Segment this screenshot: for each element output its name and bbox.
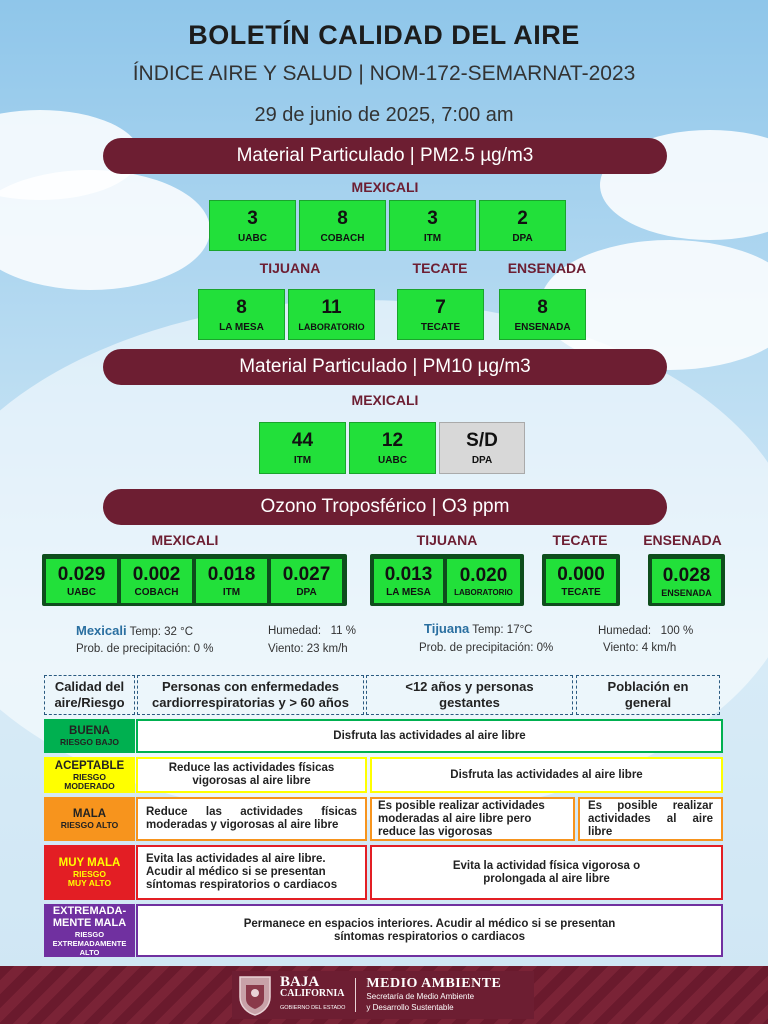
station-name: LA MESA [219, 321, 264, 333]
station-name: DPA [296, 587, 317, 598]
weather-mexicali-precip: Prob. de precipitación: 0 % [76, 643, 214, 655]
page-subtitle: ÍNDICE AIRE Y SALUD | NOM-172-SEMARNAT-2023 [132, 62, 636, 85]
level-risk: RIESGO EXTREMADAMENTE ALTO [52, 929, 127, 957]
dept-name: MEDIO AMBIENTE [366, 975, 502, 991]
weather-tijuana-temp [424, 621, 533, 636]
pm10-station-itm [259, 422, 346, 474]
o3-station-itm [196, 559, 267, 603]
pm25-city-mexicali: MEXICALI [351, 179, 419, 195]
level-name: MUY MALA [58, 857, 121, 869]
station-name: ITM [423, 232, 442, 244]
pm25-station-uabc [209, 200, 296, 251]
o3-station-tecate [546, 559, 616, 603]
station-value: 8 [537, 296, 548, 318]
level-name: ACEPTABLE [54, 759, 125, 772]
recommendation-cell: Es posible realizar actividades al aire libre [578, 797, 723, 841]
station-value: 0.002 [132, 564, 181, 585]
dept-sub-2: y Desarrollo Sustentable [366, 1002, 454, 1012]
weather-mexicali-temp [76, 623, 193, 638]
pm25-station-ensenada [499, 289, 586, 340]
station-name: UABC [378, 455, 407, 466]
station-value: 0.013 [384, 564, 433, 585]
footer-divider [355, 978, 356, 1012]
weather-mexicali-wind: Viento: 23 km/h [268, 643, 348, 655]
pm25-station-laboratorio [288, 289, 375, 340]
recommendation-cell: Reduce las actividades físicas moderadas y vigorosas al aire libre [136, 797, 367, 841]
station-name: ENSENADA [514, 321, 571, 333]
table-header-risk: Calidad del aire/Riesgo [44, 675, 135, 715]
recommendation-cell: Permanece en espacios interiores. Acudir al médico si se presentan síntomas respiratorios o cardiacos [136, 904, 723, 957]
station-value: 2 [517, 207, 528, 229]
station-name: TECATE [561, 587, 601, 598]
station-value: 0.027 [282, 564, 331, 585]
station-name: LA MESA [386, 587, 431, 598]
level-aceptable [44, 757, 135, 793]
station-name: ITM [222, 587, 241, 598]
level-muy-mala [44, 845, 135, 900]
station-value: 7 [435, 296, 446, 318]
state-gov: GOBIERNO DEL ESTADO [280, 1005, 346, 1011]
dept-sub-1: Secretaría de Medio Ambiente [366, 991, 475, 1001]
station-value: 0.029 [57, 564, 106, 585]
station-value: 8 [236, 296, 247, 318]
o3-city-ensenada: ENSENADA [643, 532, 722, 548]
state-brand [280, 976, 345, 1014]
station-value: 0.018 [207, 564, 256, 585]
station-name: COBACH [134, 587, 179, 598]
station-value: 8 [337, 207, 348, 229]
pm25-city-tijuana: TIJUANA [259, 260, 321, 276]
weather-tijuana-wind: Viento: 4 km/h [603, 642, 677, 654]
recommendation-cell: Disfruta las actividades al aire libre [136, 719, 723, 753]
pm25-banner: Material Particulado | PM2.5 µg/m3 [103, 138, 667, 174]
weather-temp: Temp: 17°C [472, 624, 533, 636]
level-mala [44, 797, 135, 841]
o3-city-tijuana: TIJUANA [416, 532, 478, 548]
recommendation-cell: Evita la actividad física vigorosa o prolongada al aire libre [370, 845, 723, 900]
station-value: 3 [427, 207, 438, 229]
pm25-city-ensenada: ENSENADA [507, 260, 587, 276]
pm10-banner: Material Particulado | PM10 µg/m3 [103, 349, 667, 385]
level-name: BUENA [69, 725, 110, 737]
station-value: 11 [321, 297, 342, 318]
o3-station-ensenada [652, 559, 721, 603]
bulletin-date: 29 de junio de 2025, 7:00 am [254, 104, 514, 126]
weather-temp: Temp: 32 °C [129, 626, 193, 638]
pm25-station-cobach [299, 200, 386, 251]
station-name: TECATE [420, 321, 461, 333]
pm25-station-tecate [397, 289, 484, 340]
level-risk: RIESGO ALTO [60, 820, 119, 830]
o3-city-mexicali: MEXICALI [151, 532, 219, 548]
station-value: 0.020 [459, 565, 508, 586]
table-header-sensitive: Personas con enfermedades cardiorrespiratorias y > 60 años [137, 675, 364, 715]
pm10-city-mexicali: MEXICALI [351, 392, 419, 408]
table-header-general: Población en general [576, 675, 720, 715]
station-name: DPA [512, 232, 533, 244]
table-header-children: <12 años y personas gestantes [366, 675, 573, 715]
station-value: 3 [247, 207, 258, 229]
level-name: EXTREMADA-MENTE MALA [52, 904, 127, 929]
o3-station-laboratorio [447, 559, 520, 603]
station-name: ENSENADA [661, 587, 712, 598]
station-value: 0.028 [662, 564, 711, 586]
station-name: UABC [238, 232, 267, 244]
weather-mexicali-city: Mexicali [76, 623, 127, 638]
recommendation-cell: Evita las actividades al aire libre. Acudir al médico si se presentan síntomas respiratorios o cardiacos [136, 845, 367, 900]
o3-station-dpa [271, 559, 342, 603]
state-name-2: CALIFORNIA [280, 988, 345, 999]
o3-station-la-mesa [374, 559, 443, 603]
o3-station-uabc [46, 559, 117, 603]
weather-mexicali-humidity: Humedad: 11 % [268, 625, 357, 637]
level-name: MALA [72, 808, 107, 820]
station-name: DPA [471, 455, 493, 466]
station-value: 12 [381, 430, 404, 451]
state-shield-icon [236, 973, 274, 1017]
station-name: LABORATORIO [454, 588, 513, 597]
recommendation-cell: Reduce las actividades físicas vigorosas al aire libre [136, 757, 367, 793]
o3-banner: Ozono Troposférico | O3 ppm [103, 489, 667, 525]
page-title: BOLETÍN CALIDAD DEL AIRE [188, 20, 580, 50]
dept-brand [366, 975, 502, 1013]
pm10-station-uabc [349, 422, 436, 474]
station-name: ITM [293, 455, 312, 466]
station-value: 0.000 [557, 564, 605, 585]
pm25-station-la-mesa [198, 289, 285, 340]
recommendation-cell: Disfruta las actividades al aire libre [370, 757, 723, 793]
level-risk: RIESGO MODERADO [64, 771, 115, 791]
station-name: COBACH [320, 232, 365, 244]
o3-city-tecate: TECATE [552, 532, 608, 548]
pm25-station-dpa [479, 200, 566, 251]
level-risk: RIESGO MUY ALTO [67, 869, 112, 888]
pm10-station-dpa [439, 422, 525, 474]
level-extremadamente-mala [44, 904, 135, 957]
weather-tijuana-precip: Prob. de precipitación: 0% [419, 642, 554, 654]
cloud-decoration [0, 170, 210, 290]
recommendation-cell: Es posible realizar actividades moderadas al aire libre pero reduce las vigorosas [370, 797, 575, 841]
level-risk: RIESGO BAJO [59, 737, 120, 747]
station-value: S/D [466, 430, 498, 451]
footer-logos [232, 971, 534, 1019]
pm25-city-tecate: TECATE [412, 260, 468, 276]
o3-station-cobach [121, 559, 192, 603]
state-name: BAJA [280, 974, 320, 990]
station-value: 44 [291, 430, 314, 451]
station-name: LABORATORIO [298, 322, 365, 332]
pm25-station-itm [389, 200, 476, 251]
weather-tijuana-city: Tijuana [424, 621, 470, 636]
level-buena [44, 719, 135, 753]
weather-tijuana-humidity: Humedad: 100 % [598, 625, 694, 637]
station-name: UABC [67, 587, 96, 598]
